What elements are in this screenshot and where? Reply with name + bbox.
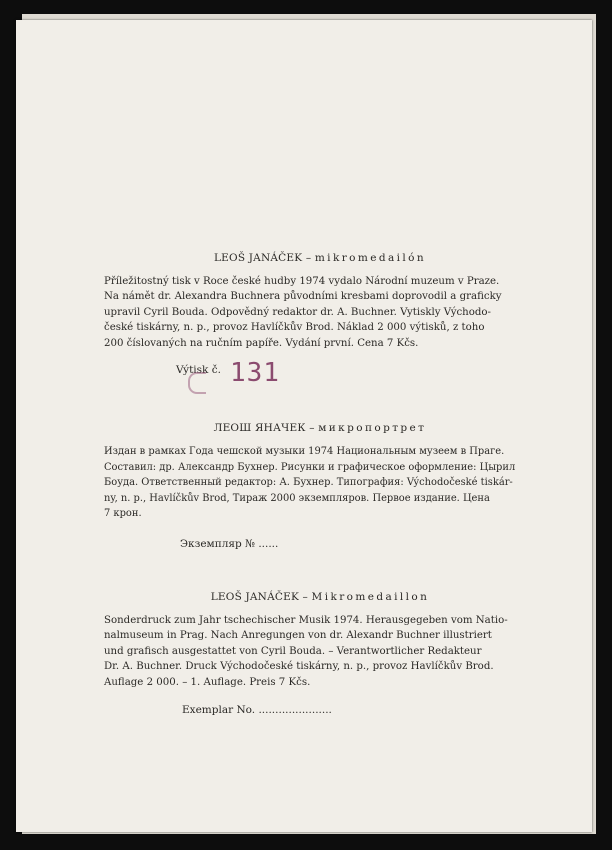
german-colophon	[104, 613, 536, 690]
russian-line: Составил: др. Александр Бухнер. Рисунки и графическое оформление: Цырил	[104, 461, 516, 473]
russian-title-word: микропортрет	[318, 422, 427, 434]
german-heading	[104, 591, 536, 603]
czech-title-name: LEOŠ JANÁČEK	[214, 252, 303, 264]
czech-heading	[104, 252, 536, 264]
russian-section	[104, 422, 536, 522]
czech-section	[104, 252, 536, 351]
german-line: nalmuseum in Prag. Nach Anregungen von dr. Alexandr Buchner illustriert	[104, 630, 492, 642]
czech-line: české tiskárny, n. p., provoz Havlíčkův Brod. Náklad 2 000 výtisků, z toho	[104, 322, 485, 334]
czech-line: upravil Cyril Bouda. Odpovědný redaktor dr. A. Buchner. Vytiskly Východo-	[104, 306, 491, 318]
russian-line: Боуда. Ответственный редактор: А. Бухнер. Типография: Východočeské tiskár-	[104, 477, 513, 489]
russian-line: Издан в рамках Года чешской музыки 1974 Национальным музеем в Праге.	[104, 446, 505, 457]
german-section	[104, 591, 536, 690]
czech-line: 200 číslovaných na ručním papíře. Vydání první. Cena 7 Kčs.	[104, 337, 419, 349]
german-line: und grafisch ausgestattet von Cyril Bouda. – Verantwortlicher Redakteur	[104, 645, 482, 657]
stamp-ghost-mark	[188, 372, 206, 394]
russian-colophon	[104, 444, 536, 522]
russian-line: 7 крон.	[104, 508, 142, 520]
document-page	[16, 20, 592, 832]
russian-title-dash: –	[305, 422, 319, 434]
copy-label: Výtisk č.	[176, 364, 221, 376]
czech-colophon	[104, 274, 536, 351]
german-title-word: Mikromedaillon	[311, 591, 430, 603]
czech-line: Na námět dr. Alexandra Buchnera původními kresbami doprovodil a graficky	[104, 291, 502, 303]
german-line: Dr. A. Buchner. Druck Východočeské tiskárny, n. p., provoz Havlíčkův Brod.	[104, 661, 494, 673]
copy-number-stamp: 131	[230, 358, 280, 388]
russian-title-name: ЛЕОШ ЯНАЧЕК	[213, 422, 306, 434]
russian-copy-label: Экземпляр № ......	[180, 538, 279, 550]
german-title-name: LEOŠ JANÁČEK	[210, 591, 300, 603]
czech-line: Příležitostný tisk v Roce české hudby 1974 vydalo Národní muzeum v Praze.	[104, 276, 500, 287]
czech-title-word: mikromedailón	[314, 252, 426, 264]
german-title-dash: –	[299, 591, 312, 603]
czech-title-dash: –	[302, 252, 315, 264]
german-line: Sonderdruck zum Jahr tschechischer Musik 1974. Herausgegeben vom Natio-	[104, 615, 508, 626]
german-copy-label: Exemplar No. ......................	[182, 704, 332, 716]
russian-heading	[104, 422, 536, 434]
german-line: Auflage 2 000. – 1. Auflage. Preis 7 Kčs.	[104, 676, 311, 688]
russian-line: ny, n. p., Havlíčkův Brod, Тираж 2000 экземпляров. Первое издание. Цена	[104, 492, 490, 504]
